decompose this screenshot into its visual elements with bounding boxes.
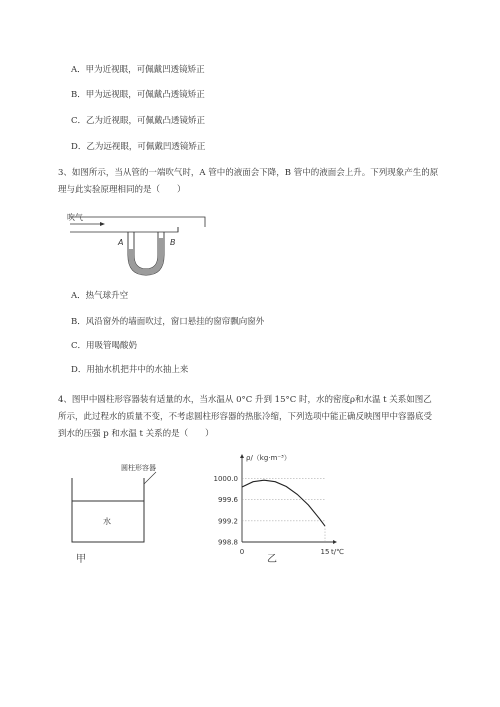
q4-stem-line3: 到水的压强 p 和水温 t 关系的是（ ） xyxy=(58,429,214,439)
q3-figure-u-tube xyxy=(64,205,214,280)
density-temperature-chart xyxy=(205,450,355,565)
q4-figure-container xyxy=(66,458,166,568)
q2-option-b: B．甲为远视眼，可佩戴凸透镜矫正 xyxy=(71,90,205,100)
figure-a-caption: 甲 xyxy=(76,554,86,565)
blow-label: 吹气 xyxy=(67,213,83,222)
container-label: 圆柱形容器 xyxy=(121,464,156,472)
q2-option-a: A．甲为近视眼，可佩戴凹透镜矫正 xyxy=(71,65,205,75)
blow-arrowhead xyxy=(100,222,105,226)
q3-option-d: D．用抽水机把井中的水抽上来 xyxy=(71,365,189,375)
u-tube-inner xyxy=(134,232,158,269)
figure-b-caption: 乙 xyxy=(267,554,277,565)
x-tick-label: 15 xyxy=(320,548,330,556)
water-label: 水 xyxy=(103,517,111,526)
q2-option-c: C．乙为近视眼，可佩戴凸透镜矫正 xyxy=(71,116,206,126)
x-axis-label: t/℃ xyxy=(331,548,344,556)
q2-option-d: D．乙为远视眼，可佩戴凹透镜矫正 xyxy=(71,142,206,152)
y-axis-label: ρ/（kg·m⁻³） xyxy=(246,454,291,462)
density-curve xyxy=(242,480,325,526)
container-label-leader xyxy=(144,472,156,484)
horizontal-pipe xyxy=(70,217,205,232)
x-tick-label: 0 xyxy=(239,548,245,556)
tube-a-label: A xyxy=(118,238,124,247)
u-tube-water xyxy=(128,238,164,275)
q4-stem-line1: 4、图甲中圆柱形容器装有适量的水，当水温从 0°C 升到 15°C 时，水的密度ρ和水温 t 关系如图乙 xyxy=(58,395,432,405)
q4-stem-line2: 所示，此过程水的质量不变，不考虑圆柱形容器的热胀冷缩，下列选项中能正确反映图甲中容器底受 xyxy=(58,412,433,422)
y-axis-arrow xyxy=(240,454,244,458)
y-tick-label: 999.2 xyxy=(217,517,238,526)
x-axis-arrow xyxy=(333,540,337,544)
y-tick-label: 1000.0 xyxy=(213,475,238,484)
q3-stem-line2: 理与此实验原理相同的是（ ） xyxy=(58,185,186,195)
y-tick-label: 998.8 xyxy=(217,538,238,547)
q3-option-b: B．风沿窗外的墙面吹过，窗口悬挂的窗帘飘向窗外 xyxy=(71,317,265,327)
y-tick-label: 999.6 xyxy=(217,496,238,505)
q3-option-c: C．用吸管喝酸奶 xyxy=(71,341,138,351)
q3-option-a: A．热气球升空 xyxy=(71,291,129,301)
tube-b-label: B xyxy=(170,238,176,247)
q3-stem-line1: 3、如图所示，当从管的一端吹气时，A 管中的液面会下降，B 管中的液面会上升。下列现象产生的原 xyxy=(58,168,439,178)
